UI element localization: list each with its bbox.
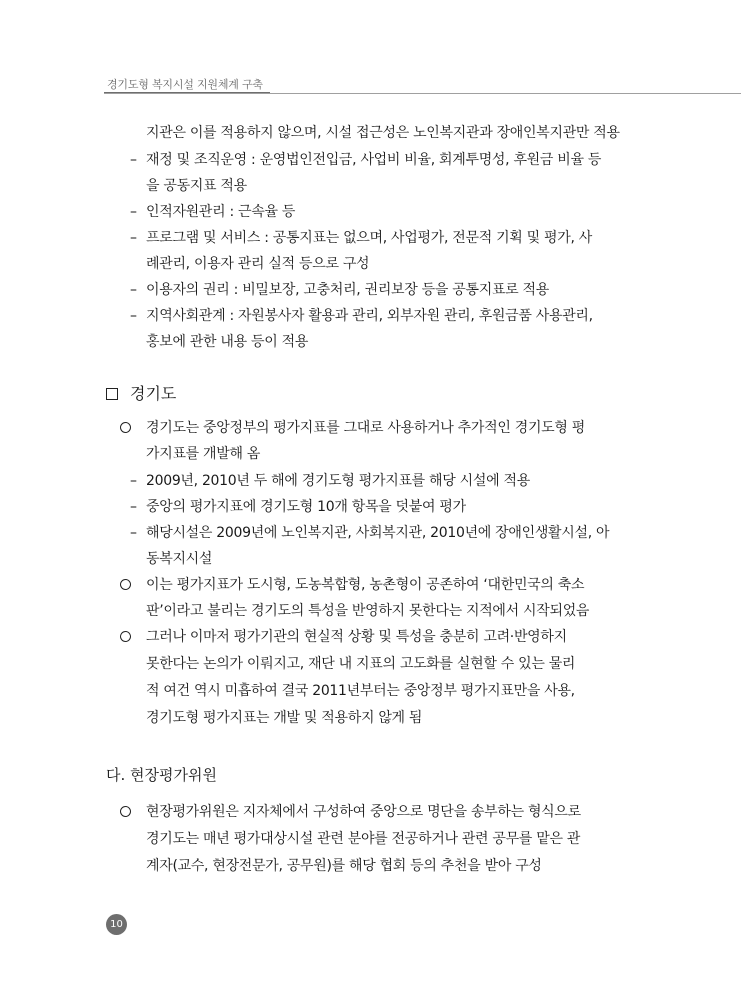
list-item-line: 인적자원관리 : 근속율 등 [146,204,296,220]
dash-marker: – [130,525,137,541]
running-header: 경기도형 복지시설 지원체계 구축 [107,78,263,91]
dash-marker: – [130,152,137,168]
bullet-line: 계자(교수, 현장전문가, 공무원)를 해당 협회 등의 추천을 받아 구성 [146,858,542,874]
circle-bullet-icon [120,422,131,433]
continuation-line: 지관은 이를 적용하지 않으며, 시설 접근성은 노인복지관과 장애인복지관만 적용 [146,125,620,141]
header-rule [104,93,741,94]
list-item-line: 을 공동지표 적용 [146,178,247,194]
list-item-line: 홍보에 관한 내용 등이 적용 [146,334,309,350]
dash-marker: – [130,499,137,515]
list-item-line: 프로그램 및 서비스 : 공통지표는 없으며, 사업평가, 전문적 기획 및 평가, 사 [146,230,593,246]
bullet-line: 판’이라고 불리는 경기도의 특성을 반영하지 못한다는 지적에서 시작되었음 [146,603,590,619]
bullet-line: 못한다는 논의가 이뤄지고, 재단 내 지표의 고도화를 실현할 수 있는 물리 [146,656,576,672]
circle-bullet-icon [120,579,131,590]
dash-marker: – [130,473,137,489]
sub-item-line: 중앙의 평가지표에 경기도형 10개 항목을 덧붙여 평가 [146,499,466,515]
bullet-line: 현장평가위원은 지자체에서 구성하여 중앙으로 명단을 송부하는 형식으로 [146,804,581,820]
dash-marker: – [130,282,137,298]
bullet-line: 경기도는 매년 평가대상시설 관련 분야를 전공하거나 관련 공무를 맡은 관 [146,831,581,847]
bullet-line: 경기도형 평가지표는 개발 및 적용하지 않게 됨 [146,710,423,726]
dash-marker: – [130,308,137,324]
dash-marker: – [130,204,137,220]
bullet-line: 적 여건 역시 미흡하여 결국 2011년부터는 중앙정부 평가지표만을 사용, [146,683,575,699]
list-item-line: 재정 및 조직운영 : 운영법인전입금, 사업비 비율, 회계투명성, 후원금 비율 등 [146,152,602,168]
sub-item-line: 2009년, 2010년 두 해에 경기도형 평가지표를 해당 시설에 적용 [146,473,530,489]
list-item-line: 지역사회관계 : 자원봉사자 활용과 관리, 외부자원 관리, 후원금품 사용관리, [146,308,593,324]
bullet-line: 이는 평가지표가 도시형, 도농복합형, 농촌형이 공존하여 ‘대한민국의 축소 [146,577,585,593]
square-bullet-icon [106,388,118,400]
subsection-title: 다. 현장평가위원 [106,766,217,784]
circle-bullet-icon [120,806,131,817]
section-title: 경기도 [130,384,177,403]
bullet-line: 그러나 이마저 평가기관의 현실적 상황 및 특성을 충분히 고려·반영하지 [146,629,567,645]
list-item-line: 례관리, 이용자 관리 실적 등으로 구성 [146,256,370,272]
circle-bullet-icon [120,631,131,642]
page-number-badge: 10 [106,914,127,935]
dash-marker: – [130,230,137,246]
list-item-line: 이용자의 권리 : 비밀보장, 고충처리, 권리보장 등을 공통지표로 적용 [146,282,549,298]
bullet-line: 가지표를 개발해 옴 [146,446,261,462]
sub-item-line: 해당시설은 2009년에 노인복지관, 사회복지관, 2010년에 장애인생활시설, 아 [146,525,610,541]
bullet-line: 경기도는 중앙정부의 평가지표를 그대로 사용하거나 추가적인 경기도형 평 [146,420,585,436]
sub-item-line: 동복지시설 [146,551,213,567]
